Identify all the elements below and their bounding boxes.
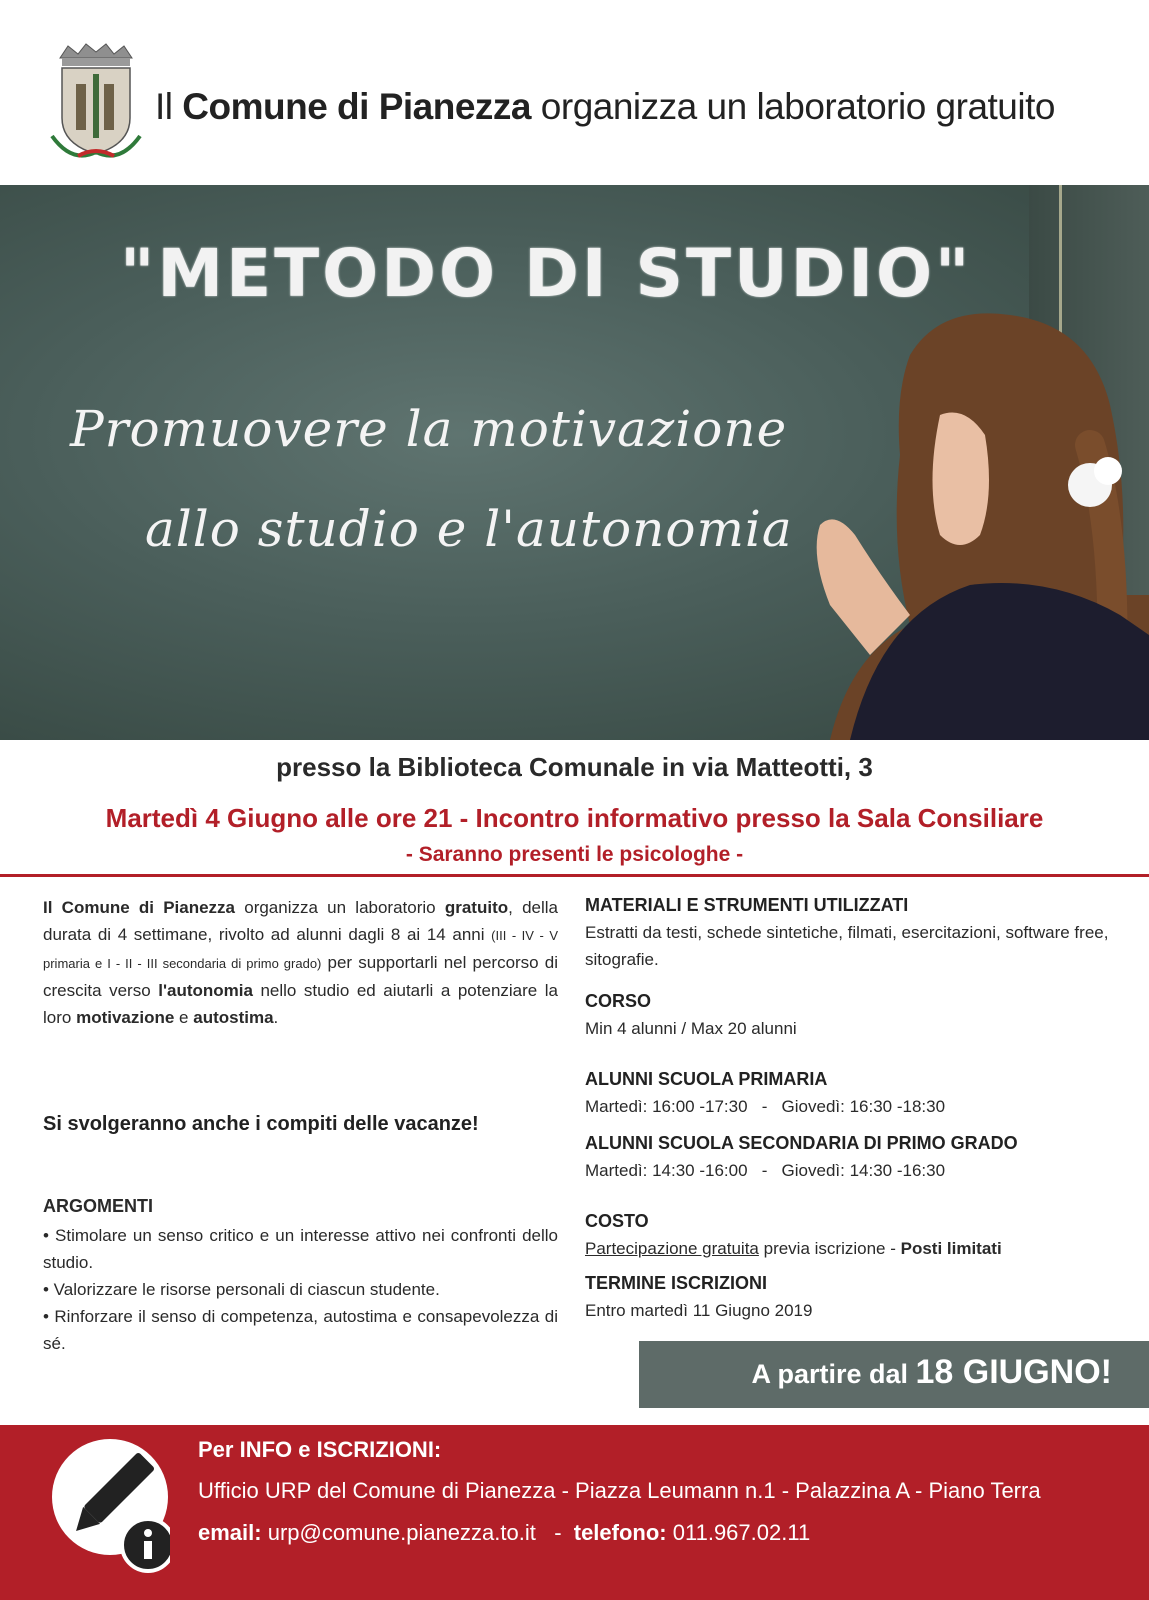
course-block xyxy=(585,988,1125,1042)
deadline-block xyxy=(585,1270,1125,1324)
header-title-bold: Comune di Pianezza xyxy=(182,86,532,127)
intro-text-d: nello studio ed aiutarli a potenziare la loro xyxy=(43,981,559,1027)
start-date: 18 GIUGNO! xyxy=(915,1353,1112,1391)
cost-underlined: Partecipazione gratuita xyxy=(585,1239,759,1258)
list-item: • Rinforzare il senso di competenza, autostima e consapevolezza di sé. xyxy=(43,1307,558,1353)
psychologists-note: - Saranno presenti le psicologhe - xyxy=(405,843,744,866)
cost-heading: COSTO xyxy=(585,1211,649,1231)
intro-text-c: per supportarli nel percorso di crescita verso xyxy=(43,953,558,1000)
phone-label: telefono: xyxy=(573,1520,667,1545)
tasks-highlight: Si svolgeranno anche i compiti delle vacanze! xyxy=(43,1113,479,1135)
municipal-crest-icon xyxy=(48,40,144,170)
secondary-block xyxy=(585,1130,1125,1184)
course-text: Min 4 alunni / Max 20 alunni xyxy=(585,1019,797,1038)
meeting-text: Martedì 4 Giugno alle ore 21 - Incontro informativo presso la Sala Consiliare xyxy=(105,803,1044,833)
materials-text: Estratti da testi, schede sintetiche, filmati, esercitazioni, software free, sitografie. xyxy=(585,923,1109,969)
chalk-line-1: Promuovere la motivazione xyxy=(70,400,788,458)
intro-text-e: e xyxy=(174,1008,194,1027)
chalk-line-2: allo studio e l'autonomia xyxy=(145,500,793,558)
list-item: • Valorizzare le risorse personali di ciascun studente. xyxy=(43,1280,440,1299)
intro-bold-2: gratuito xyxy=(444,898,509,917)
cost-text xyxy=(585,1235,1125,1262)
chalkboard-photo xyxy=(0,185,1149,740)
deadline-text: Entro martedì 11 Giugno 2019 xyxy=(585,1301,813,1320)
header xyxy=(0,0,1149,185)
red-divider xyxy=(0,874,1149,877)
list-item: • Stimolare un senso critico e un interesse attivo nei confronti dello studio. xyxy=(43,1226,558,1272)
header-title-prefix: Il xyxy=(155,86,173,127)
email-link[interactable]: urp@comune.pianezza.to.it - xyxy=(261,1520,574,1545)
cost-mid: previa iscrizione - xyxy=(758,1239,901,1258)
deadline-heading: TERMINE ISCRIZIONI xyxy=(585,1273,768,1293)
header-title xyxy=(155,86,1055,128)
phone-number[interactable]: 011.967.02.11 xyxy=(666,1520,811,1545)
secondary-heading: ALUNNI SCUOLA SECONDARIA DI PRIMO GRADO xyxy=(585,1133,1018,1153)
info-footer xyxy=(0,1425,1149,1600)
start-date-text xyxy=(751,1353,1112,1392)
topics-heading: ARGOMENTI xyxy=(43,1196,153,1216)
cost-bold: Posti limitati xyxy=(900,1239,1002,1258)
intro-paragraph xyxy=(43,894,558,1031)
venue-text: presso la Biblioteca Comunale in via Matteotti, 3 xyxy=(276,752,873,782)
footer-contacts xyxy=(198,1520,810,1546)
pencil-info-icon xyxy=(50,1437,170,1587)
primary-heading: ALUNNI SCUOLA PRIMARIA xyxy=(585,1069,828,1089)
student-writing-icon xyxy=(790,295,1149,740)
intro-bold-5: autostima xyxy=(193,1008,274,1027)
intro-bold-1: Il Comune di Pianezza xyxy=(43,898,236,917)
start-date-prefix: A partire dal xyxy=(751,1359,916,1389)
intro-text-a: organizza un laboratorio xyxy=(235,898,445,917)
intro-bold-3: l'autonomia xyxy=(158,981,253,1000)
cost-block xyxy=(585,1208,1125,1262)
primary-block xyxy=(585,1066,1125,1120)
header-title-suffix: organizza un laboratorio gratuito xyxy=(540,86,1055,127)
intro-text-f: . xyxy=(273,1008,279,1027)
primary-schedule: Martedì: 16:00 -17:30 - Giovedì: 16:30 -18:30 xyxy=(585,1097,946,1116)
secondary-schedule: Martedì: 14:30 -16:00 - Giovedì: 14:30 -16:30 xyxy=(585,1161,946,1180)
footer-address: Ufficio URP del Comune di Pianezza - Piazza Leumann n.1 - Palazzina A - Piano Terra xyxy=(198,1478,1041,1503)
email-label: email: xyxy=(198,1520,262,1545)
intro-small: (III - IV - V primaria e I - II - III secondaria di primo grado) xyxy=(43,928,558,971)
footer-title: Per INFO e ISCRIZIONI: xyxy=(198,1437,442,1462)
topics-list xyxy=(43,1222,558,1357)
course-heading: CORSO xyxy=(585,991,652,1011)
materials-block xyxy=(585,892,1125,973)
intro-text-b: , della durata di 4 settimane, rivolto ad alunni dagli 8 ai 14 anni xyxy=(43,898,558,944)
intro-bold-4: motivazione xyxy=(76,1008,175,1027)
chalk-title: "METODO DI STUDIO" xyxy=(120,235,973,312)
materials-heading: MATERIALI E STRUMENTI UTILIZZATI xyxy=(585,895,909,915)
